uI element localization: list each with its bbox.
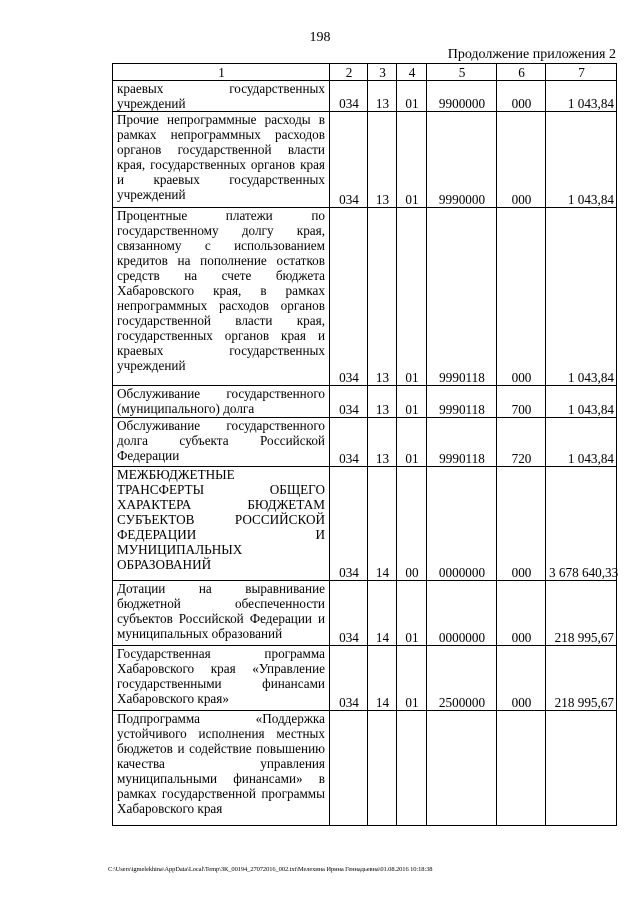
cell-expense-type: 000 (497, 81, 546, 112)
cell-ministry-code: 034 (330, 386, 368, 418)
cell-ministry-code: 034 (330, 112, 368, 208)
column-header: 1 (113, 64, 330, 81)
cell-target-article: 9990000 (427, 112, 497, 208)
cell-target-article: 9990118 (427, 418, 497, 467)
column-header: 2 (330, 64, 368, 81)
cell-subsection: 01 (397, 581, 427, 646)
column-header: 3 (368, 64, 397, 81)
cell-expense-type: 000 (497, 112, 546, 208)
table-row (113, 418, 617, 467)
table-row (113, 386, 617, 418)
table-header-row (113, 64, 617, 81)
row-description: Обслуживание государственного долга субъекта Российской Федерации (113, 418, 330, 467)
table-row (113, 112, 617, 208)
appendix-note: Продолжение приложения 2 (447, 47, 616, 62)
cell-section: 13 (368, 386, 397, 418)
cell-expense-type: 000 (497, 208, 546, 386)
row-description: Процентные платежи по государственному долгу края, связанному с использованием кредитов на пополнение остатков средств на счете бюджета Хабаровского края, в рамках непрограммных расходов органов государственной власти края, государственных органов края и краевых государственных учреждений (113, 208, 330, 386)
table-row (113, 646, 617, 711)
table-row (113, 467, 617, 581)
cell-subsection: 01 (397, 81, 427, 112)
cell-amount: 1 043,84 (546, 418, 617, 467)
cell-section: 13 (368, 208, 397, 386)
cell-subsection: 01 (397, 646, 427, 711)
cell-section: 14 (368, 467, 397, 581)
cell-section (368, 711, 397, 826)
table-row (113, 208, 617, 386)
cell-amount: 1 043,84 (546, 81, 617, 112)
cell-amount: 218 995,67 (546, 581, 617, 646)
cell-expense-type: 000 (497, 581, 546, 646)
table-row (113, 81, 617, 112)
row-description: краевых государственных учреждений (113, 81, 330, 112)
cell-amount: 3 678 640,33 (546, 467, 617, 581)
cell-section: 13 (368, 112, 397, 208)
row-description: Дотации на выравнивание бюджетной обеспеченности субъектов Российской Федерации и муниципальных образований (113, 581, 330, 646)
column-header: 6 (497, 64, 546, 81)
row-description: Обслуживание государственного (муниципального) долга (113, 386, 330, 418)
cell-amount: 1 043,84 (546, 386, 617, 418)
cell-target-article: 9900000 (427, 81, 497, 112)
cell-ministry-code: 034 (330, 418, 368, 467)
cell-target-article: 9990118 (427, 386, 497, 418)
cell-subsection: 00 (397, 467, 427, 581)
cell-subsection (397, 711, 427, 826)
cell-amount (546, 711, 617, 826)
cell-target-article: 9990118 (427, 208, 497, 386)
cell-section: 13 (368, 418, 397, 467)
cell-amount: 1 043,84 (546, 208, 617, 386)
cell-ministry-code: 034 (330, 208, 368, 386)
table-row (113, 711, 617, 826)
cell-ministry-code: 034 (330, 81, 368, 112)
column-header: 4 (397, 64, 427, 81)
cell-expense-type: 720 (497, 418, 546, 467)
cell-ministry-code: 034 (330, 646, 368, 711)
cell-amount: 218 995,67 (546, 646, 617, 711)
cell-target-article: 0000000 (427, 467, 497, 581)
table-row (113, 581, 617, 646)
column-header: 7 (546, 64, 617, 81)
row-description: МЕЖБЮДЖЕТНЫЕ ТРАНСФЕРТЫ ОБЩЕГО ХАРАКТЕРА БЮДЖЕТАМ СУБЪЕКТОВ РОССИЙСКОЙ ФЕДЕРАЦИИ И МУНИЦИПАЛЬНЫХ ОБРАЗОВАНИЙ (113, 467, 330, 581)
cell-ministry-code: 034 (330, 467, 368, 581)
page-number: 198 (309, 30, 331, 45)
cell-expense-type: 000 (497, 646, 546, 711)
cell-ministry-code: 034 (330, 581, 368, 646)
cell-section: 14 (368, 646, 397, 711)
cell-section: 14 (368, 581, 397, 646)
cell-subsection: 01 (397, 418, 427, 467)
cell-subsection: 01 (397, 208, 427, 386)
cell-expense-type: 700 (497, 386, 546, 418)
cell-subsection: 01 (397, 112, 427, 208)
row-description: Государственная программа Хабаровского края «Управление государственными финансами Хабаровского края» (113, 646, 330, 711)
column-header: 5 (427, 64, 497, 81)
cell-section: 13 (368, 81, 397, 112)
cell-subsection: 01 (397, 386, 427, 418)
cell-expense-type (497, 711, 546, 826)
row-description: Прочие непрограммные расходы в рамках непрограммных расходов органов государственной власти края, государственных органов края и краевых государственных учреждений (113, 112, 330, 208)
budget-table (112, 63, 617, 826)
cell-expense-type: 000 (497, 467, 546, 581)
cell-target-article (427, 711, 497, 826)
footer-file-path: C:\Users\igmelekhina\AppData\Local\Temp\ЗК_00194_27072016_002.txt\Мелехина Ирина Геннадьевна\01.08.2016 10:18:38 (108, 866, 433, 873)
cell-target-article: 2500000 (427, 646, 497, 711)
cell-ministry-code (330, 711, 368, 826)
row-description: Подпрограмма «Поддержка устойчивого исполнения местных бюджетов и содействие повышению качества управления муниципальными финансами» в рамках государственной программы Хабаровского края (113, 711, 330, 826)
cell-amount: 1 043,84 (546, 112, 617, 208)
cell-target-article: 0000000 (427, 581, 497, 646)
